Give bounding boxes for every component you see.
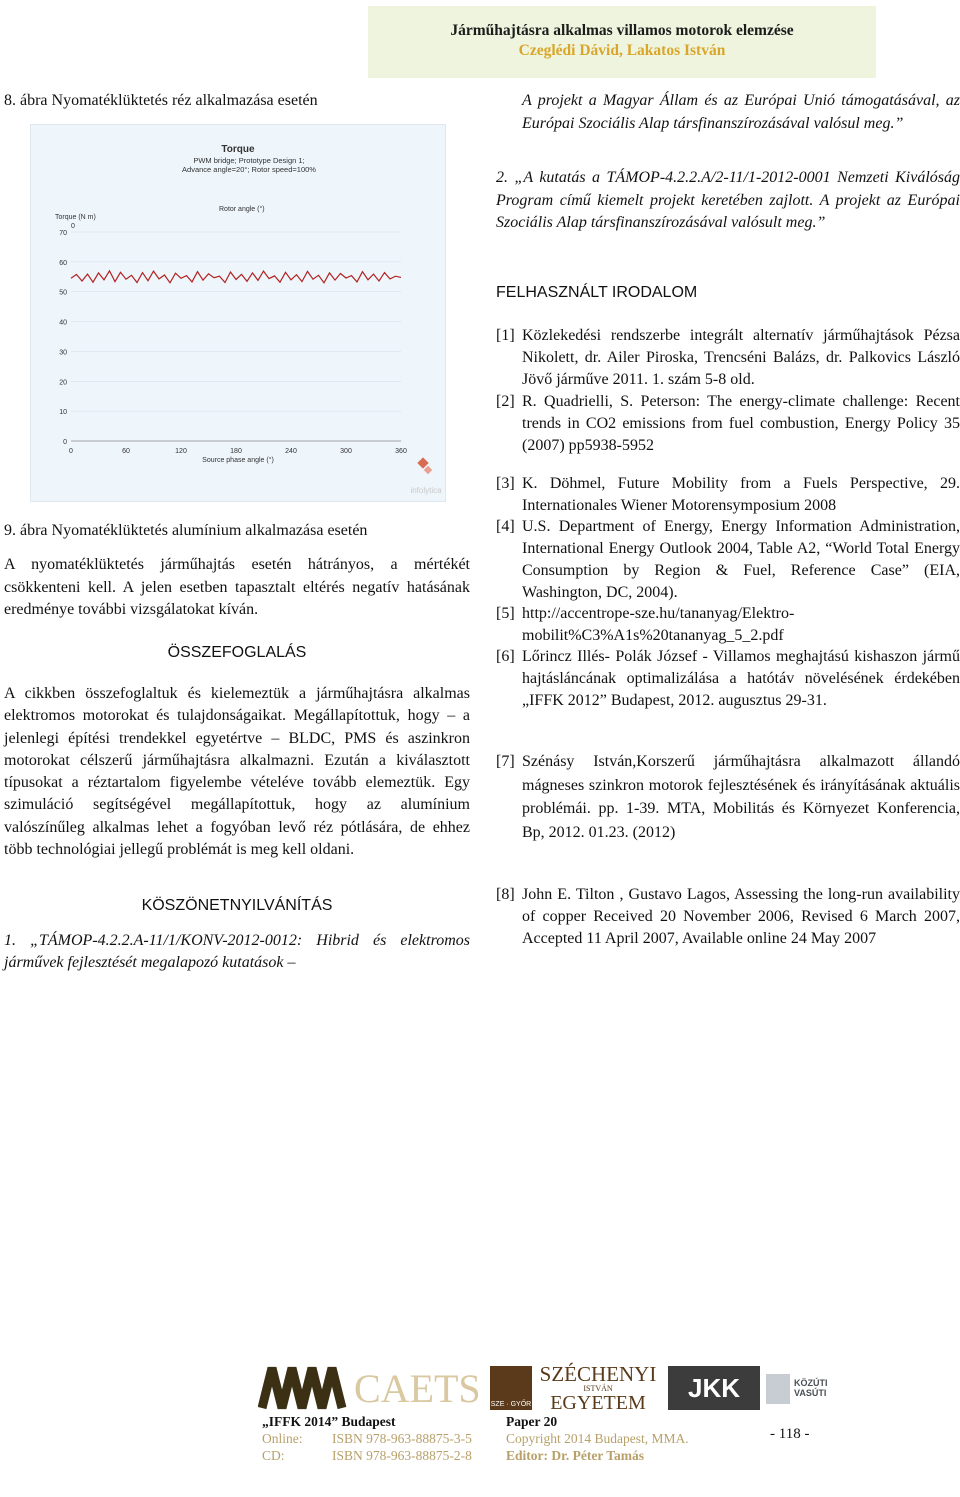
y-tick-20: 20 <box>59 379 67 387</box>
x-tick-60: 60 <box>122 448 130 455</box>
reference-7: [7] Szénásy István,Korszerű járműhajtásra alkalmazott állandó mágneses szinkron motorok fejlesztésének és irányításának aktuális problémái. pp. 1-39. MTA, Mobilitás és Környezet Konferencia, Bp, 2012. 01.23. (2012) <box>496 753 960 841</box>
y-tick-40: 40 <box>59 319 67 327</box>
reference-2: [2] R. Quadrielli, S. Peterson: The energy-climate challenge: Recent trends in CO2 emissions from fuel combustion, Energy Policy 35 (2007) pp5938-5952 <box>496 393 960 454</box>
page-header <box>368 6 876 78</box>
caets-logo <box>258 1362 484 1412</box>
reference-5-link[interactable]: http://accentrope-sze.hu/tananyag/Elektro-mobilit%C3%A1s%20tananyag_5_2.pdf <box>522 605 795 644</box>
page-number: - 118 - <box>770 1426 810 1442</box>
x-tick-180: 180 <box>230 448 242 455</box>
fig8-caption: 8. ábra Nyomatéklüktetés réz alkalmazása esetén <box>4 92 318 109</box>
sze-logo-mark: SZE · GYŐR <box>490 1366 532 1410</box>
references-heading: FELHASZNÁLT IRODALOM <box>496 284 698 301</box>
acknowledgement-2: 2. „A kutatás a TÁMOP-4.2.2.A/2-11/1-2012-0001 Nemzeti Kiválóság Program című kiemelt projekt keretében zajlott. A projekt az Európai Szociális Alap társfinanszírozásával valósult meg.” <box>496 169 960 231</box>
summary-heading: ÖSSZEFOGLALÁS <box>167 644 307 661</box>
rotor-angle-value: 0 <box>71 223 75 230</box>
acknowledgement-heading: KÖSZÖNETNYILVÁNÍTÁS <box>141 897 333 914</box>
fig9-caption: 9. ábra Nyomatéklüktetés alumínium alkalmazása esetén <box>4 522 368 539</box>
x-tick-labels <box>69 448 407 455</box>
x-tick-360: 360 <box>395 448 407 455</box>
caets-logo-graphic <box>258 1362 484 1412</box>
torque-chart-svg <box>31 125 445 501</box>
chart-subtitle-2: Advance angle=20°; Rotor speed=100% <box>182 165 316 174</box>
footer-cd-isbn: ISBN 978-963-88875-2-8 <box>332 1448 472 1463</box>
chart-subtitle-1: PWM bridge; Prototype Design 1; <box>193 156 305 165</box>
y-tick-60: 60 <box>59 259 67 267</box>
x-tick-300: 300 <box>340 448 352 455</box>
infolytica-watermark <box>410 457 442 495</box>
acknowledgement-1-left: 1. „TÁMOP-4.2.2.A-11/1/KONV-2012-0012: Hibrid és elektromos járművek fejlesztését megalapozó kutatások – <box>4 932 470 971</box>
summary-text: A cikkben összefoglaltuk és kielemeztük a járműhajtásra alkalmas elektromos motorokat és tulajdonságaikat. Megállapítottuk, hogy – a jelenlegi építési trendekkel egyetértve – BLDC, PMS és aszinkron motorokat célszerű járműhajtásra alkalmazni. Ezután a kiválasztott típusokat a réztartalom figyelembe vételéve tovább elemeztük. Egy szimuláció segítségével megállapítottuk, hogy az alumínium valószínűleg alkalmas lehet a fogyóban levő réz pótlására, de ehhez több technológiai jellegű problémát is meg kell oldani. <box>4 685 470 859</box>
torque-chart <box>30 124 446 502</box>
svg-text:CAETS: CAETS <box>354 1366 481 1411</box>
reference-8: [8] John E. Tilton , Gustavo Lagos, Assessing the long-run availability of copper Received 20 November 2006, Revised 6 March 2007, Accepted 11 April 2007, Available online 24 May 2007 <box>496 886 960 947</box>
x-tick-120: 120 <box>175 448 187 455</box>
kozuti-vasuti-logo: KÖZÚTI VASÚTI <box>766 1374 846 1408</box>
x-tick-0: 0 <box>69 448 73 455</box>
paragraph-1: A nyomatéklüktetés járműhajtás esetén hátrányos, a mértékét csökkenteni kell. A jelen esetben tapasztalt eltérés negatív hatásának eredménye további vizsgálatokat kíván. <box>4 556 470 618</box>
reference-3: [3] K. Döhmel, Future Mobility from a Fuels Perspective, 29. Internationales Wiener Motorensymposium 2008 <box>496 475 960 514</box>
footer-copyright: Copyright 2014 Budapest, MMA. <box>506 1431 689 1446</box>
footer-conference: „IFFK 2014” Budapest <box>262 1414 396 1429</box>
rotor-angle-label: Rotor angle (°) <box>219 206 265 213</box>
y-tick-50: 50 <box>59 289 67 297</box>
header-authors: Czeglédi Dávid, Lakatos István <box>518 42 726 59</box>
footer-online-isbn: ISBN 978-963-88875-3-5 <box>332 1431 472 1446</box>
kozuti-logo-mark <box>766 1374 790 1404</box>
footer-cd-label: CD: <box>262 1448 285 1463</box>
watermark-text: infolytica <box>410 486 442 495</box>
y-tick-labels <box>59 230 67 446</box>
reference-1: [1] Közlekedési rendszerbe integrált alternatív járműhajtások Pézsa Nikolett, dr. Ailer Piroska, Trencséni Balázs, dr. Palkovics László Jövő járműve 2011. 1. szám 5-8 old. <box>496 327 960 388</box>
y-tick-10: 10 <box>59 409 67 417</box>
jkk-logo: JKK <box>668 1366 760 1410</box>
reference-4: [4] U.S. Department of Energy, Energy Information Administration, International Energy Outlook 2004, Table A2, “World Total Energy Consumption by Region & Fuel, Reference Case” (EIA, Washington, DC, 2004). <box>496 518 960 601</box>
footer-paper: Paper 20 <box>506 1414 558 1429</box>
grid-lines <box>71 232 401 441</box>
footer-editor: Editor: Dr. Péter Tamás <box>506 1448 644 1463</box>
x-tick-240: 240 <box>285 448 297 455</box>
y-tick-70: 70 <box>59 230 67 237</box>
torque-series-line <box>71 271 401 283</box>
y-tick-30: 30 <box>59 349 67 357</box>
chart-xlabel: Source phase angle (°) <box>202 457 274 464</box>
acknowledgement-1-right: A projekt a Magyar Állam és az Európai Unió támogatásával, az Európai Szociális Alap társfinanszírozásával valósul meg.” <box>522 92 960 132</box>
footer-online-label: Online: <box>262 1431 303 1446</box>
y-tick-0: 0 <box>63 439 67 446</box>
chart-title: Torque <box>221 144 255 155</box>
reference-5: [5] http://accentrope-sze.hu/tananyag/Elektro-mobilit%C3%A1s%20tananyag_5_2.pdf <box>496 603 960 647</box>
header-title: Járműhajtásra alkalmas villamos motorok elemzése <box>450 22 794 39</box>
szechenyi-logo: SZÉCHENYI ISTVÁN EGYETEM <box>539 1362 657 1414</box>
reference-6: [6] Lőrincz Illés- Polák József - Villamos meghajtású kishaszon jármű hajtásláncának optimalizálása a hatótáv növelésének érdekében „IFFK 2012” Budapest, 2012. augusztus 29-31. <box>496 648 960 709</box>
chart-ylabel: Torque (N m) <box>55 214 96 221</box>
